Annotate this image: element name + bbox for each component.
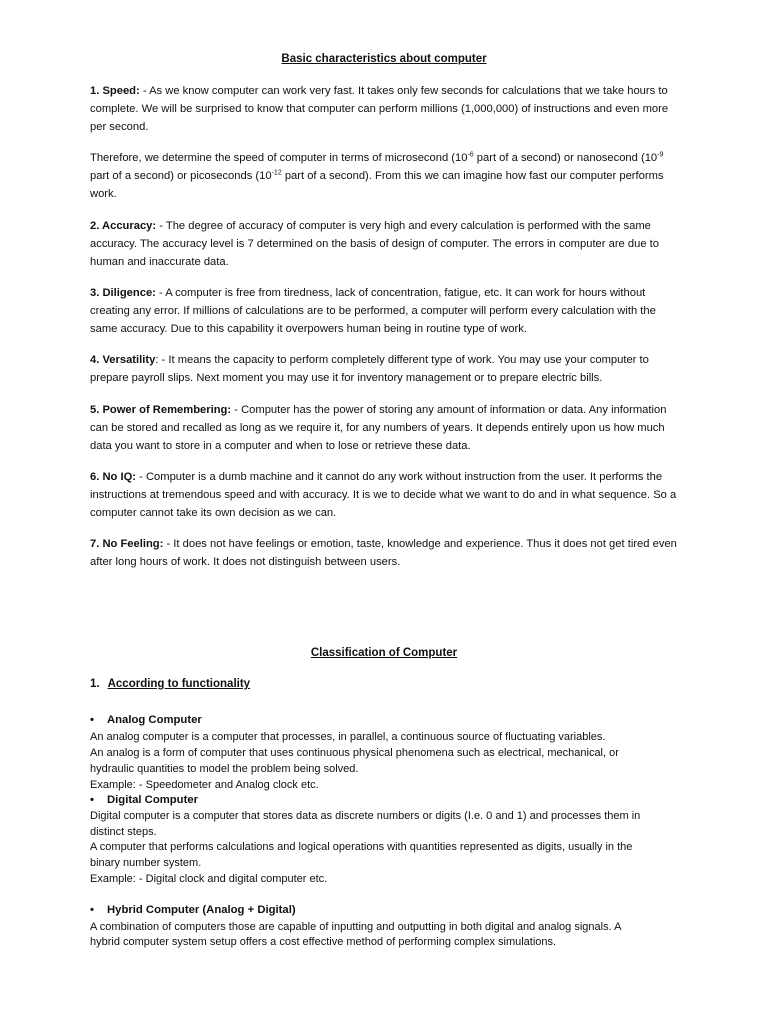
- digital-heading: [90, 794, 198, 806]
- no-iq-label: 6. No IQ:: [90, 471, 136, 483]
- speed-units-text-2: part of a second) or nanosecond (10: [473, 152, 658, 164]
- remembering-text: - Computer has the power of storing any amount of information or data. Any information can be stored and recalled as long as we require it, for any numbers of years. It depends entirely upon us how much data you want to store in a computer and when to lose or retrieve these data.: [90, 404, 667, 453]
- superscript-minus-12: -12: [271, 169, 282, 177]
- accuracy-label: 2. Accuracy:: [90, 220, 157, 232]
- analog-line-1: An analog computer is a computer that processes, in parallel, a continuous source of fluctuating variables.: [90, 731, 606, 743]
- analog-line-3: hydraulic quantities to model the problem being solved.: [90, 763, 359, 775]
- superscript-minus-9: -9: [657, 151, 664, 159]
- versatility-text: : - It means the capacity to perform completely different type of work. You may use your computer to prepare payroll slips. Next moment you may use it for inventory management or to prepare electric bills.: [90, 354, 649, 385]
- digital-line-3: A computer that performs calculations and logical operations with quantities represented as digits, usually in the: [90, 841, 633, 853]
- bullet-icon: •: [90, 904, 94, 916]
- hybrid-heading: [90, 904, 296, 916]
- digital-line-4: binary number system.: [90, 857, 202, 869]
- classification-title: Classification of Computer: [310, 647, 458, 659]
- functionality-heading: [90, 678, 250, 690]
- speed-text: - As we know computer can work very fast. It takes only few seconds for calculations that we take hours to complete. We will be surprised to know that computer can perform millions (1,000,000) of instructions and even more per second.: [90, 85, 669, 134]
- diligence-paragraph: [90, 284, 680, 339]
- speed-label: 1. Speed:: [90, 85, 140, 97]
- diligence-label: 3. Diligence:: [90, 287, 156, 299]
- analog-line-2: An analog is a form of computer that uses continuous physical phenomena such as electrical, mechanical, or: [90, 747, 619, 759]
- hybrid-line-1: A combination of computers those are capable of inputting and outputting in both digital and analog signals. A: [90, 921, 622, 933]
- digital-line-5: Example: - Digital clock and digital computer etc.: [90, 873, 328, 885]
- bullet-icon: •: [90, 714, 94, 726]
- speed-units-paragraph: [90, 149, 680, 204]
- digital-line-1: Digital computer is a computer that stores data as discrete numbers or digits (I.e. 0 and 1) and processes them in: [90, 810, 641, 822]
- hybrid-line-2: hybrid computer system setup offers a cost effective method of performing complex simulations.: [90, 936, 557, 948]
- no-feeling-label: 7. No Feeling:: [90, 538, 164, 550]
- analog-heading: [90, 714, 202, 726]
- speed-units-text-4: part of a second). From this we can imagine how fast our computer performs work.: [90, 170, 664, 201]
- versatility-label: 4. Versatility: [90, 354, 156, 366]
- speed-paragraph: [90, 82, 680, 137]
- versatility-paragraph: [90, 351, 680, 387]
- accuracy-text: - The degree of accuracy of computer is very high and every calculation is performed with the same accuracy. The accuracy level is 7 determined on the basis of design of computer. The errors in computer are due to human and inaccurate data.: [90, 220, 659, 269]
- remembering-label: 5. Power of Remembering:: [90, 404, 232, 416]
- no-feeling-paragraph: [90, 535, 680, 571]
- accuracy-paragraph: [90, 217, 680, 272]
- bullet-icon: •: [90, 794, 94, 806]
- section-label: According to functionality: [107, 678, 251, 690]
- digital-line-2: distinct steps.: [90, 826, 157, 838]
- no-feeling-text: - It does not have feelings or emotion, taste, knowledge and experience. Thus it does not get tired even after long hours of work. It does not distinguish between users.: [90, 538, 677, 569]
- characteristics-title: Basic characteristics about computer: [281, 53, 487, 65]
- no-iq-paragraph: [90, 468, 680, 523]
- section-number: 1.: [90, 678, 100, 690]
- superscript-minus-6: -6: [467, 151, 474, 159]
- remembering-paragraph: [90, 401, 680, 456]
- speed-units-text-1: Therefore, we determine the speed of computer in terms of microsecond (10: [90, 152, 468, 164]
- no-iq-text: - Computer is a dumb machine and it cannot do any work without instruction from the user. It performs the instructions at tremendous speed and with accuracy. It is we to decide what we want to do and in what sequence. So a computer cannot take its own decision as we can.: [90, 471, 677, 520]
- diligence-text: - A computer is free from tiredness, lack of concentration, fatigue, etc. It can work for hours without creating any error. If millions of calculations are to be performed, a computer will perform every calculation with the same accuracy. Due to this capability it overpowers human being in routine type of work.: [90, 287, 656, 336]
- hybrid-heading-text: Hybrid Computer (Analog + Digital): [107, 904, 296, 916]
- analog-heading-text: Analog Computer: [107, 714, 202, 726]
- digital-heading-text: Digital Computer: [107, 794, 199, 806]
- speed-units-text-3: part of a second) or picoseconds (10: [90, 170, 272, 183]
- analog-line-4: Example: - Speedometer and Analog clock etc.: [90, 779, 319, 791]
